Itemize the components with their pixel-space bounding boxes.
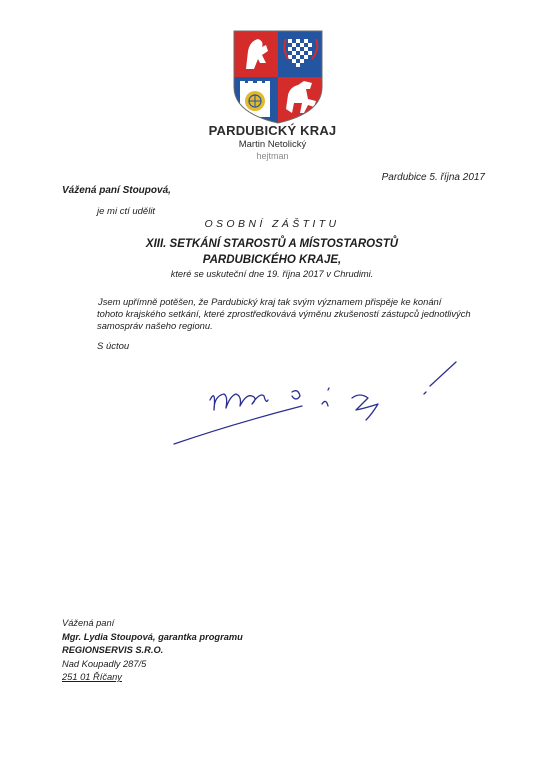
governor-name: Martin Netolický bbox=[238, 139, 307, 150]
letter-date: Pardubice 5. října 2017 bbox=[381, 172, 485, 183]
recipient-greeting: Vážená paní bbox=[62, 618, 115, 628]
closing: S úctou bbox=[97, 341, 130, 352]
event-title-line1: XIII. SETKÁNÍ STAROSTŮ A MÍSTOSTAROSTŮ bbox=[145, 238, 399, 250]
body-line: tohoto krajského setkání, které zprostředkovává výměnu zkušeností zástupců jednotlivých bbox=[97, 308, 471, 319]
recipient-company: REGIONSERVIS S.R.O. bbox=[62, 645, 164, 655]
letter-body bbox=[97, 296, 485, 332]
event-title-line2: PARDUBICKÉHO KRAJE, bbox=[202, 254, 342, 266]
signature-icon bbox=[172, 352, 472, 452]
salutation: Vážená paní Stoupová, bbox=[62, 185, 171, 196]
recipient-street: Nad Koupadly 287/5 bbox=[62, 658, 147, 669]
body-line: samospráv našeho regionu. bbox=[97, 320, 213, 331]
recipient-address bbox=[62, 617, 243, 685]
coat-of-arms-icon bbox=[232, 29, 324, 125]
recipient-name: Mgr. Lydia Stoupová, garantka programu bbox=[62, 631, 243, 642]
org-name: PARDUBICKÝ KRAJ bbox=[208, 123, 337, 138]
letter-heading: OSOBNÍ ZÁŠTITU bbox=[204, 218, 340, 230]
intro-text: je mi ctí udělit bbox=[97, 206, 156, 217]
governor-title: hejtman bbox=[256, 151, 289, 161]
body-line: Jsem upřímně potěšen, že Pardubický kraj tak svým významem přispěje ke konání bbox=[98, 296, 442, 307]
event-detail: které se uskuteční dne 19. října 2017 v Chrudimi. bbox=[170, 269, 374, 279]
recipient-city: 251 01 Říčany bbox=[62, 672, 122, 682]
